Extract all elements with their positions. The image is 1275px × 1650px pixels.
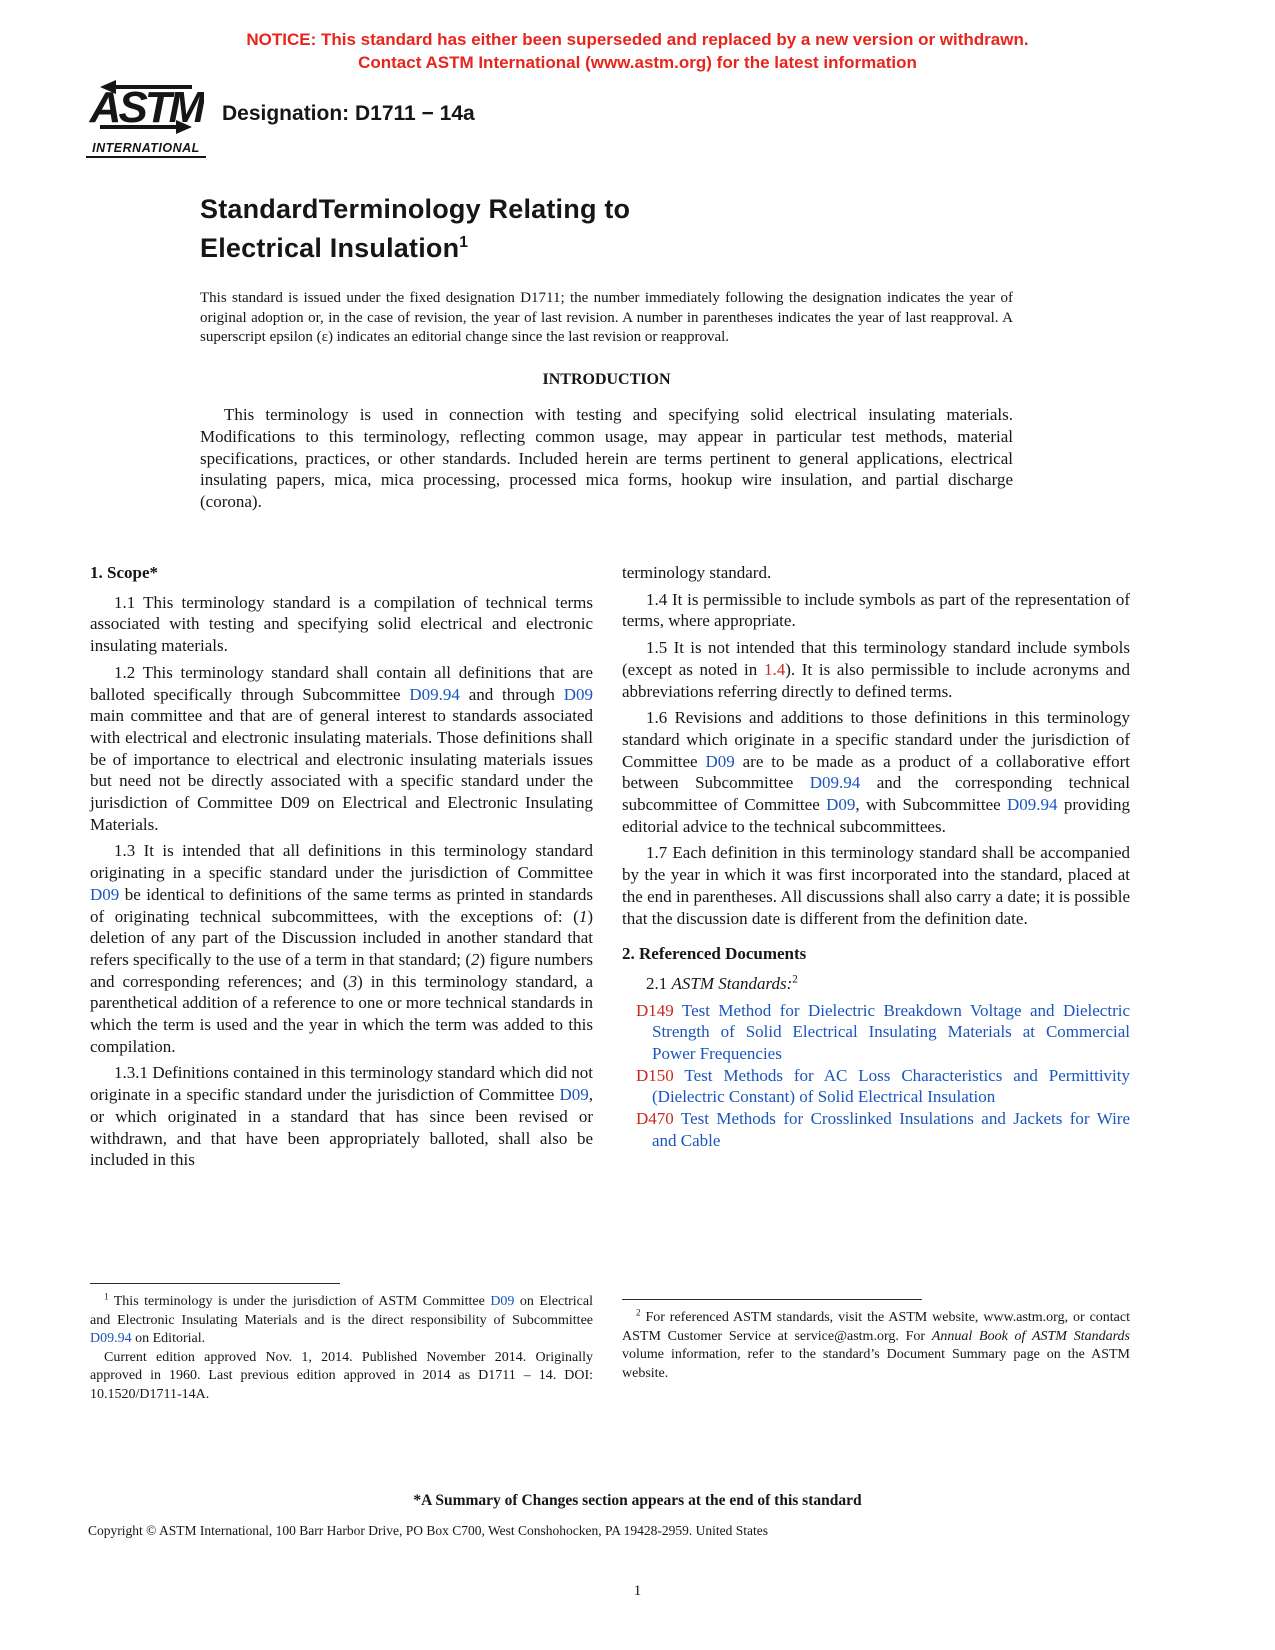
section-1-heading: 1. Scope* [90, 563, 158, 582]
title-footnote-marker: 1 [459, 234, 469, 251]
paragraph-1-2 [90, 662, 593, 836]
text-segment: providing editorial advice to the technical subcommittees. [622, 795, 1131, 836]
text-segment: on Electrical and Electronic Insulating Materials and is the direct responsibility of Subcommittee [90, 1294, 593, 1328]
link-d09[interactable]: D09 [559, 1085, 589, 1105]
link-d09[interactable]: D09 [563, 684, 593, 704]
link-d470-title[interactable]: Test Methods for Crosslinked Insulations and Jackets for Wire and Cable [652, 1109, 1130, 1150]
footnote-2 [622, 1309, 1130, 1383]
link-d09-94[interactable]: D09.94 [90, 1331, 132, 1347]
text-segment: ) deletion of any part of the Discussion included in another standard that refers specifically to the use of a term in that standard; ( [90, 906, 593, 969]
text-segment: 1 [578, 906, 588, 926]
paragraph-1-3-1 [90, 1062, 593, 1171]
issued-note: This standard is issued under the fixed designation D1711; the number immediately following the designation indicates the year of original adoption or, in the case of revision, the year of last revision. A number in parentheses indicates the year of last reapproval. A superscript epsilon (ε) indicates an editorial change since the last revision or reapproval. [200, 290, 1013, 345]
text-segment: 3 [348, 971, 358, 991]
paragraph-1-3 [90, 840, 593, 1057]
text-segment: 1.1 This terminology standard is a compilation of technical terms associated with testing and specifying solid electrical and electronic insulating materials. [90, 592, 593, 656]
text-segment: ). It is also permissible to include acronyms and abbreviations referring directly to defined terms. [622, 659, 1130, 701]
footnote-block-1 [90, 1283, 593, 1405]
text-segment: 2 [471, 949, 480, 969]
text-segment: 1.4 It is permissible to include symbols as part of the representation of terms, where appropriate. [622, 589, 1130, 631]
title-line2: Electrical Insulation [200, 233, 460, 263]
text-segment: and through [459, 684, 564, 704]
notice-line2: Contact ASTM International (www.astm.org) for the latest information [358, 53, 917, 72]
link-d09[interactable]: D09 [826, 795, 856, 815]
title-line1: StandardTerminology Relating to [200, 194, 631, 224]
text-segment: and the corresponding technical subcommittee of Committee [622, 773, 1131, 815]
right-column [622, 562, 1130, 1152]
text-segment: 2.1 [646, 973, 672, 993]
text-segment: are to be made as a product of a collaborative effort between Subcommittee [622, 751, 1131, 793]
text-segment: For referenced ASTM standards, visit the ASTM website, www.astm.org, or contact ASTM Customer Service at service@astm.org. For [622, 1310, 1130, 1344]
notice-line1: NOTICE: This standard has either been superseded and replaced by a new version or withdrawn. [246, 30, 1029, 49]
link-d09-94[interactable]: D09.94 [409, 684, 460, 704]
text-segment: 1.5 It is not intended that this terminology standard include symbols (except as noted in [622, 638, 1130, 679]
link-d150-title[interactable]: Test Methods for AC Loss Characteristics and Permittivity (Dielectric Constant) of Solid Electrical Insulation [652, 1065, 1130, 1107]
astm-logo-subtitle: INTERNATIONAL [86, 141, 206, 158]
footnote-rule-1 [90, 1283, 340, 1284]
summary-of-changes-note: *A Summary of Changes section appears at the end of this standard [413, 1492, 862, 1509]
reference-d150 [636, 1065, 1130, 1108]
text-segment: ) figure numbers and corresponding references; and ( [90, 949, 593, 991]
text-segment: terminology standard. [622, 563, 772, 582]
paragraph-1-1 [90, 592, 593, 657]
supersession-notice [0, 28, 1275, 74]
link-section-1-4[interactable]: 1.4 [763, 659, 786, 679]
link-d09[interactable]: D09 [490, 1294, 515, 1309]
page-number: 1 [633, 1583, 642, 1599]
astm-logo-text: ASTM [89, 83, 203, 132]
text-segment: , with Subcommittee [855, 795, 1008, 815]
link-d149[interactable]: D149 [636, 1000, 674, 1020]
text-segment: 1.3.1 Definitions contained in this terminology standard which did not originate in a specific standard under the jurisdiction of Committee [90, 1063, 593, 1105]
link-d09-94[interactable]: D09.94 [1007, 795, 1058, 815]
text-segment: Annual Book of ASTM Standards [931, 1328, 1130, 1344]
text-segment: main committee and that are of general interest to standards associated with electrical and electronic insulating materials. Those definitions shall be of importance to electrical and electronic insulating materials issues but need not be directly associated with a specific standard under the jurisdiction of Committee D09 on Electrical and Electronic Insulating Materials. [90, 706, 593, 834]
text-segment: Current edition approved Nov. 1, 2014. Published November 2014. Originally approved in 1960. Last previous edition approved in 2014 as D1711 – 14. DOI: 10.1520/D1711-14A. [90, 1349, 593, 1402]
section-2-heading: 2. Referenced Documents [622, 944, 807, 964]
text-segment: volume information, refer to the standard’s Document Summary page on the ASTM website. [622, 1347, 1130, 1381]
text-segment: 2 [636, 1307, 641, 1318]
text-segment: This terminology is under the jurisdiction of ASTM Committee [108, 1294, 491, 1309]
copyright-line: Copyright © ASTM International, 100 Barr Harbor Drive, PO Box C700, West Conshohocken, PA 19428-2959. United States [88, 1523, 769, 1538]
link-d150[interactable]: D150 [636, 1065, 674, 1085]
document-title [200, 192, 630, 265]
reference-d149 [636, 1000, 1130, 1065]
link-d09[interactable]: D09 [705, 751, 735, 771]
introduction-heading: INTRODUCTION [542, 371, 671, 388]
link-d149-title[interactable]: Test Method for Dielectric Breakdown Voltage and Dielectric Strength of Solid Electrical Insulating Materials at Commercial Power Frequencies [652, 1000, 1130, 1064]
text-segment: , or which originated in a standard that has since been revised or withdrawn, and that have been appropriately balloted, shall also be included in this [90, 1085, 593, 1170]
paragraph-1-6 [622, 707, 1130, 837]
link-d09-94[interactable]: D09.94 [809, 773, 861, 793]
text-segment: 1.7 Each definition in this terminology standard shall be accompanied by the year in which it was first incorporated into the standard, placed at the end in parentheses. All discussions shall also carry a date; it is possible that the discussion date is different from the definition date. [622, 843, 1130, 928]
paragraph-1-3-1-continuation [622, 562, 1130, 584]
paragraph-1-7 [622, 842, 1130, 929]
paragraph-2-1 [622, 973, 1130, 995]
designation: Designation: D1711 − 14a [222, 102, 475, 125]
footnote-1 [90, 1293, 593, 1349]
reference-d470 [636, 1108, 1130, 1151]
left-column [90, 562, 593, 1176]
footnote-1-edition [90, 1349, 593, 1405]
text-segment: be identical to definitions of the same terms as printed in standards of originating technical subcommittees, with the exceptions of: ( [90, 884, 593, 926]
paragraph-1-4 [622, 589, 1130, 632]
paragraph-1-5 [622, 637, 1130, 702]
astm-logo-graphic [88, 74, 204, 140]
text-segment: 2 [792, 973, 798, 986]
introduction-body: This terminology is used in connection with testing and specifying solid electrical insulating materials. Modifications to this terminology, reflecting common usage, may appear in particular test methods, material specifications, practices, or other standards. Included herein are terms pertinent to general applications, electrical insulating papers, mica, mica processing, processed mica forms, hookup wire insulation, and partial discharge (corona). [200, 405, 1013, 512]
text-segment: 1.6 Revisions and additions to those definitions in this terminology standard which originate in a specific standard under the jurisdiction of Committee [622, 708, 1130, 771]
text-segment: 1.3 It is intended that all definitions in this terminology standard originating in a specific standard under the jurisdiction of Committee [90, 841, 593, 883]
footnote-block-2 [622, 1299, 1130, 1383]
text-segment: 1 [104, 1291, 109, 1302]
link-d470[interactable]: D470 [636, 1109, 674, 1129]
link-d09[interactable]: D09 [90, 884, 120, 904]
text-segment: ) in this terminology standard, a parenthetical addition of a reference to one or more technical standards in which the term is used and the year in which the term was added to this compilation. [90, 971, 593, 1056]
text-segment: on Editorial. [131, 1331, 206, 1347]
footnote-rule-2 [622, 1299, 922, 1300]
astm-logo [86, 74, 206, 158]
text-segment: 1.2 This terminology standard shall contain all definitions that are balloted specifically through Subcommittee [90, 662, 593, 704]
text-segment: ASTM Standards: [671, 973, 793, 993]
